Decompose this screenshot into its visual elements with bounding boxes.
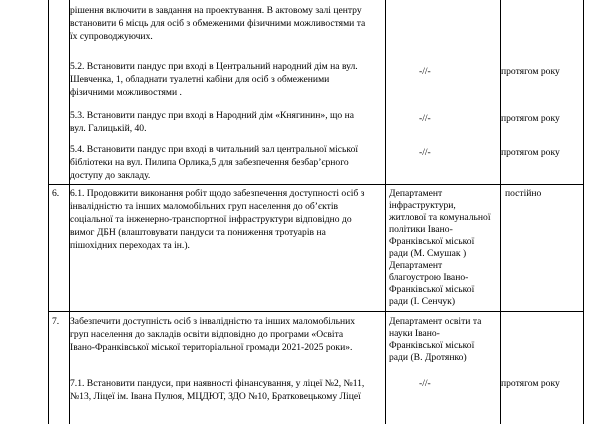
subtask-5-3-line-2: вул. Галицькій, 40. (70, 123, 147, 134)
row7-task-line-3: Івано-Франківської міської територіальної громади 2021-2025 роки». (70, 342, 353, 353)
row6-executor-line-8: благоустрою Івано- (389, 272, 469, 283)
row6-term: постійно (505, 188, 542, 199)
table-border-right (583, 0, 584, 424)
row-divider-5-6 (48, 184, 583, 185)
subtask-5-4-line-1: 5.4. Встановити пандус при вході в читальний зал центральної міської (70, 144, 359, 155)
row6-task-line-1: 6.1. Продовжити виконання робіт щодо забезпечення доступності осіб з (70, 188, 365, 199)
row6-task-line-5: пішохідних переходах та ін.). (70, 240, 190, 251)
row-divider-6-7 (48, 311, 583, 312)
subtask-5-2-executor: -//- (419, 66, 431, 77)
row5-continuation-line-3: їх супроводжуючих. (70, 31, 153, 42)
row6-executor-line-9: Франківської міської (389, 284, 475, 295)
subtask-5-2-line-3: фізичними можливостями . (70, 87, 182, 98)
row6-executor-line-1: Департамент (389, 188, 443, 199)
row6-number: 6. (52, 188, 60, 199)
row7-executor-line-4: ради (В. Дротянко) (389, 352, 467, 363)
subtask-7-1-term: протягом року (501, 378, 560, 389)
row7-executor-line-2: науки Івано- (389, 328, 440, 339)
subtask-5-4-term: протягом року (501, 147, 560, 158)
row6-executor-line-6: ради (М. Смушак ) (389, 248, 467, 259)
row5-continuation-line-2: встановити 6 місць для осіб з обмеженими фізичними можливостями та (70, 18, 366, 29)
row6-task-line-3: соціальної та інженерно-транспортної інфраструктури відповідно до (70, 214, 352, 225)
row6-executor-line-2: інфраструктури, (389, 200, 456, 211)
row7-executor-line-3: Франківської міської (389, 340, 475, 351)
row5-continuation-line-1: рішення включити в завдання на проектування. В актовому залі центру (70, 5, 362, 16)
subtask-7-1-executor: -//- (419, 378, 431, 389)
table-col-divider-exec (500, 0, 501, 424)
subtask-5-2-term: протягом року (501, 66, 560, 77)
row6-executor-line-4: політики Івано- (389, 224, 453, 235)
subtask-5-2-line-1: 5.2. Встановити пандус при вході в Центральний народний дім на вул. (70, 61, 358, 72)
subtask-5-3-line-1: 5.3. Встановити пандус при вході в Народний дім «Княгинин», що на (70, 110, 354, 121)
subtask-7-1-line-2: №13, Ліцеї ім. Івана Пулюя, МЦДЮТ, ЗДО №10, Братковецькому Ліцеї (70, 391, 361, 402)
table-col-divider-task (385, 0, 386, 424)
row7-task-line-2: груп населення до закладів освіти відповідно до програми «Освіта (70, 329, 344, 340)
subtask-5-3-executor: -//- (419, 113, 431, 124)
subtask-5-4-line-3: доступу до закладу. (70, 170, 151, 181)
row6-executor-line-10: ради (І. Сенчук) (389, 296, 456, 307)
subtask-5-2-line-2: Шевченка, 1, обладнати туалетні кабіни для осіб з обмеженими (70, 74, 330, 85)
subtask-7-1-line-1: 7.1. Встановити пандуси, при наявності фінансування, у ліцеї №2, №11, (70, 378, 365, 389)
subtask-5-4-executor: -//- (419, 147, 431, 158)
row7-executor-line-1: Департамент освіти та (389, 316, 482, 327)
row7-task-line-1: Забезпечити доступність осіб з інвалідністю та інших маломобільних (70, 316, 356, 327)
row6-executor-line-5: Франківської міської (389, 236, 475, 247)
row6-task-line-4: вимог ДБН (влаштовувати пандуси та пониження тротуарів на (70, 227, 326, 238)
row7-number: 7. (52, 316, 60, 327)
subtask-5-4-line-2: бібліотеки на вул. Пилипа Орлика,5 для забезпечення безбар’єрного (70, 157, 349, 168)
row6-executor-line-3: житлової та комунальної (389, 212, 491, 223)
subtask-5-3-term: протягом року (501, 113, 560, 124)
row6-task-line-2: інвалідністю та інших маломобільних груп населення до об’єктів (70, 201, 339, 212)
row6-executor-line-7: Департамент (389, 260, 443, 271)
table-border-left (48, 0, 49, 424)
